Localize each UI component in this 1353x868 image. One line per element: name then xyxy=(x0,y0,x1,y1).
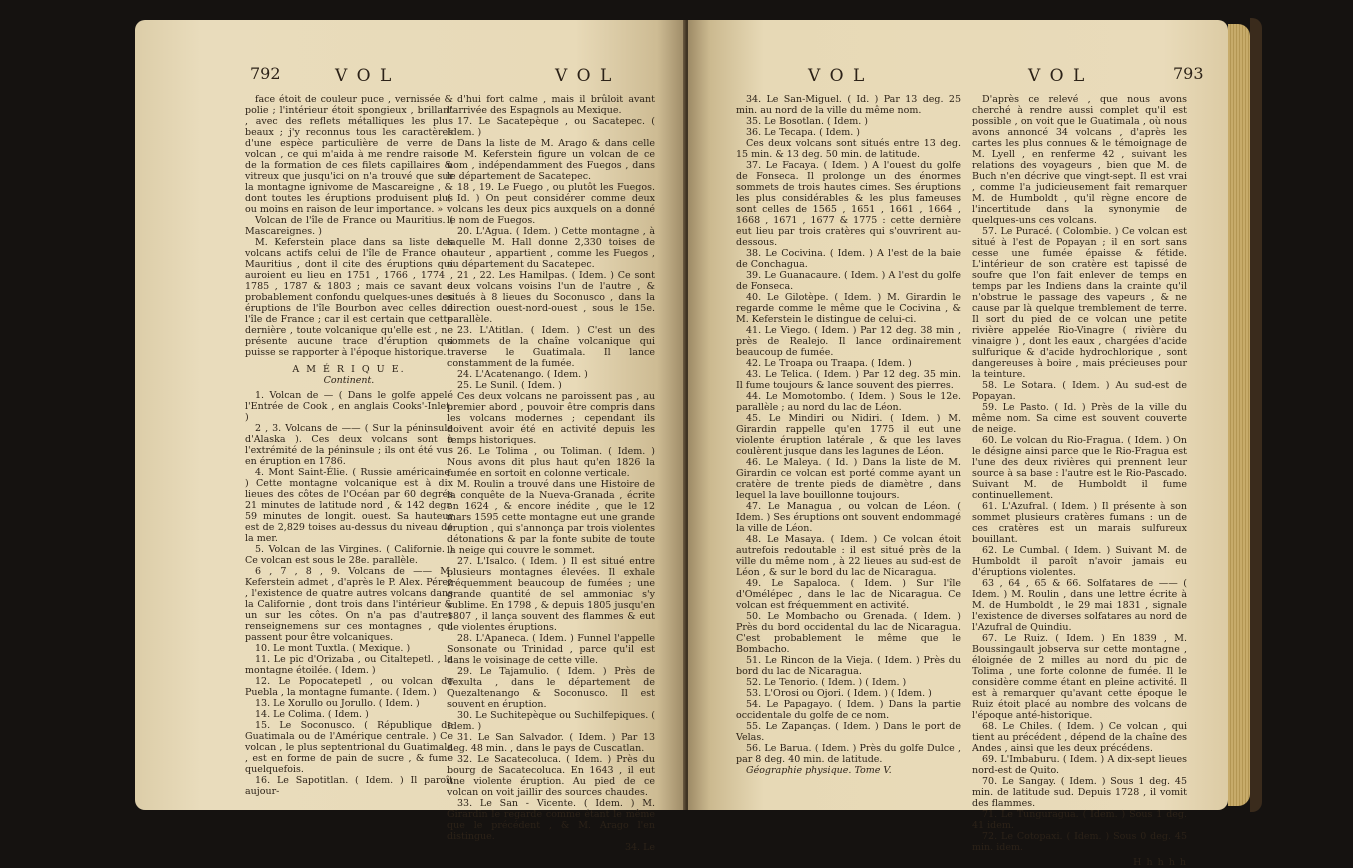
paragraph: 21 , 22. Les Hamilpas. ( Idem. ) Ce sont deux volcans voisins l'un de l'autre , & situés à 8 lieues du Soconusco , dans la direction ouest-nord-ouest , sous le 15e. parallèle. xyxy=(447,270,655,325)
paragraph: 40. Le Gilotèpe. ( Idem. ) M. Girardin le regarde comme le même que le Cocivina , & M. Keferstein le distingue de celui-ci. xyxy=(736,292,961,325)
paragraph: 13. Le Xorullo ou Jorullo. ( Idem. ) xyxy=(255,698,420,709)
paragraph: 14. Le Colima. ( Idem. ) xyxy=(255,709,369,720)
paragraph: 27. L'Isalco. ( Idem. ) Il est situé entre plusieurs montagnes élevées. Il exhale fréquemment beaucoup de fumées ; une grande quantité de sel ammoniac s'y sublime. En 1798 , & depuis 1805 jusqu'en 1807 , il lança souvent des flammes & eut de violentes éruptions. xyxy=(447,556,655,633)
paragraph: 67. Le Ruiz. ( Idem. ) En 1839 , M. Boussingault jobserva sur cette montagne , éloignée de 2 milles au nord du pic de Tolima , une forte colonne de fumée. Il le considère comme étant en pleine activité. Il est à remarquer qu'avant cette époque le Ruiz étoit placé au nombre des volcans de l'époque anté-historique. xyxy=(972,633,1187,721)
paragraph: 42. Le Troapa ou Traapa. ( Idem. ) xyxy=(746,358,912,369)
paragraph: 16. Le Sapotitlan. ( Idem. ) Il paroît aujour- xyxy=(245,775,453,797)
paragraph: D'après ce relevé , que nous avons cherché à rendre aussi complet qu'il est possible , on voit que le Guatimala , où nous avons annoncé 34 volcans , d'après les cartes les plus connues & le témoignage de M. Lyell , en renferme 42 , suivant les relations des voyageurs , bien que M. de Buch n'en décrive que vingt-sept. Il est vrai , comme l'a judicieusement fait remarquer M. de Humboldt , qu'il règne encore de l'incertitude dans la synonymie de quelques-uns ces volcans. xyxy=(972,94,1187,226)
right-page-column-1 xyxy=(736,94,961,776)
running-head-left: V O L xyxy=(335,66,394,86)
paragraph: 50. Le Mombacho ou Grenada. ( Idem. ) Près du bord occidental du lac de Nicaragua. C'est probablement le même que le Bombacho. xyxy=(736,611,961,655)
paragraph: 36. Le Tecapa. ( Idem. ) xyxy=(746,127,861,138)
paragraph: 2 , 3. Volcans de —— ( Sur la péninsule d'Alaska ). Ces deux volcans sont à l'extrémité de la péninsule ; ils ont été vus en éruption en 1786. xyxy=(245,423,453,467)
paragraph: 11. Le pic d'Orizaba , ou Citaltepetl. , la montagne étoilée. ( Idem. ) xyxy=(245,654,453,676)
paragraph: M. Keferstein place dans sa liste des volcans actifs celui de l'île de France ou Mauritius , dont il cite des éruptions qui auroient eu lieu en 1751 , 1766 , 1774 , 1785 , 1787 & 1803 ; mais ce savant a probablement confondu quelques-unes des éruptions de l'île Bourbon avec celles de l'île de France ; car il est certain que cette dernière , toute volcanique qu'elle est , ne présente aucune trace d'éruption qui puisse se rapporter à l'époque historique. xyxy=(245,237,453,358)
paragraph: 4. Mont Saint-Élie. ( Russie américaine. ) Cette montagne volcanique est à dix lieues des côtes de l'Océan par 60 degrés 21 minutes de latitude nord , & 142 degr. 59 minutes de longit. ouest. Sa hauteur est de 2,829 toises au-dessus du niveau de la mer. xyxy=(245,467,453,544)
paragraph: 5. Volcan de las Virgines. ( Californie. ) Ce volcan est sous le 28e. parallèle. xyxy=(245,544,453,566)
paragraph: 58. Le Sotara. ( Idem. ) Au sud-est de Popayan. xyxy=(972,380,1187,402)
paragraph: 56. Le Barua. ( Idem. ) Près du golfe Dulce , par 8 deg. 40 min. de latitude. xyxy=(736,743,961,765)
paragraph: 61. L'Azufral. ( Idem. ) Il présente à son sommet plusieurs cratères fumans : un de ces cratères est un marais sulfureux bouillant. xyxy=(972,501,1187,545)
paragraph: Dans la liste de M. Arago & dans celle de M. Keferstein figure un volcan de ce nom , indépendamment des Fuegos , dans le département de Sacatepec. xyxy=(447,138,655,182)
paragraph: 44. Le Momotombo. ( Idem. ) Sous le 12e. parallèle ; au nord du lac de Léon. xyxy=(736,391,961,413)
paragraph: 10. Le mont Tuxtla. ( Mexique. ) xyxy=(255,643,411,654)
paragraph: 60. Le volcan du Rio-Fragua. ( Idem. ) On le désigne ainsi parce que le Rio-Fragua est l'une des deux rivières qui prennent leur source à sa base : l'autre est le Rio-Pascado. Suivant M. de Humboldt il fume continuellement. xyxy=(972,435,1187,501)
running-head-left: V O L xyxy=(808,66,867,86)
paragraph: Volcan de l'île de France ou Mauritius. ( Mascareignes. ) xyxy=(245,215,453,237)
paragraph: 38. Le Cocivina. ( Idem. ) A l'est de la baie de Conchagua. xyxy=(736,248,961,270)
paragraph: 29. Le Tajamulio. ( Idem. ) Près de Texulta , dans le département de Quezaltenango & Soconusco. Il est souvent en éruption. xyxy=(447,666,655,710)
paragraph: 25. Le Sunil. ( Idem. ) xyxy=(457,380,562,391)
paragraph: 26. Le Tolima , ou Toliman. ( Idem. ) Nous avons dit plus haut qu'en 1826 la fumée en sortoit en colonne verticale. xyxy=(447,446,655,479)
paragraph: 57. Le Puracé. ( Colombie. ) Ce volcan est situé à l'est de Popayan ; il en sort sans cesse une fumée épaisse & fétide. L'intérieur de son cratère est tapissé de soufre que l'on fait enlever de temps en temps par les Indiens dans la crainte qu'il n'obstrue le passage des vapeurs , & ne cause par là quelque tremblement de terre. Il sort du pied de ce volcan une petite rivière appelée Rio-Vinagre ( rivière du vinaigre ) , dont les eaux , chargées d'acide sulfurique & d'acide hydrochlorique , sont dangereuses à boire , mais précieuses pour la teinture. xyxy=(972,226,1187,380)
left-page-column-2 xyxy=(447,94,655,853)
paragraph: 62. Le Cumbal. ( Idem. ) Suivant M. de Humboldt il paroît n'avoir jamais eu d'éruptions violentes. xyxy=(972,545,1187,578)
right-page-column-2 xyxy=(972,94,1187,868)
running-head-right: V O L xyxy=(555,66,614,86)
left-page-column-1 xyxy=(245,94,453,797)
right-page xyxy=(688,20,1228,868)
paragraph: 49. Le Sapaloca. ( Idem. ) Sur l'île d'Omélépec , dans le lac de Nicaragua. Ce volcan est fréquemment en activité. xyxy=(736,578,961,611)
paragraph: 20. L'Agua. ( Idem. ) Cette montagne , à laquelle M. Hall donne 2,330 toises de hauteur , appartient , comme les Fuegos , au département du Sacatepec. xyxy=(447,226,655,270)
paragraph: A M É R I Q U E. xyxy=(292,364,406,375)
page-number: 793 xyxy=(1173,64,1204,83)
paragraph: 43. Le Telica. ( Idem. ) Par 12 deg. 35 min. Il fume toujours & lance souvent des pierres. xyxy=(736,369,961,391)
paragraph: 48. Le Masaya. ( Idem. ) Ce volcan étoit autrefois redoutable : il est situé près de la ville du même nom , à 22 lieues au sud-est de Léon , & sur le bord du lac de Nicaragua. xyxy=(736,534,961,578)
paragraph: 24. L'Acatenango. ( Idem. ) xyxy=(457,369,588,380)
paragraph: 70. Le Sangay. ( Idem. ) Sous 1 deg. 45 min. de latitude sud. Depuis 1728 , il vomit des flammes. xyxy=(972,776,1187,809)
paragraph: 41. Le Viego. ( Idem. ) Par 12 deg. 38 min , près de Realejo. Il lance ordinairement beaucoup de fumée. xyxy=(736,325,961,358)
paragraph: 47. Le Managua , ou volcan de Léon. ( Idem. ) Ses éruptions ont souvent endommagé la ville de Léon. xyxy=(736,501,961,534)
paragraph: 55. Le Zapanças. ( Idem. ) Dans le port de Velas. xyxy=(736,721,961,743)
paragraph: 51. Le Rincon de la Vieja. ( Idem. ) Près du bord du lac de Nicaragua. xyxy=(736,655,961,677)
paragraph: 53. L'Orosi ou Ojori. ( Idem. ) ( Idem. ) xyxy=(746,688,932,699)
page-footer: Géographie physique. Tome V. xyxy=(746,765,892,776)
book-cover-edge xyxy=(1250,18,1262,812)
paragraph: d'hui fort calme , mais il brûloit avant l'arrivée des Espagnols au Mexique. xyxy=(447,94,655,116)
paragraph: M. Roulin a trouvé dans une Histoire de la conquête de la Nueva-Granada , écrite en 1624 , & encore inédite , que le 12 mars 1595 cette montagne eut une grande éruption , qui s'annonça par trois violentes détonations & par la fonte subite de toute la neige qui couvre le sommet. xyxy=(447,479,655,556)
paragraph: 46. Le Maleya. ( Id. ) Dans la liste de M. Girardin ce volcan est porté comme ayant un cratère de trente pieds de diamètre , dans lequel la lave bouillonne toujours. xyxy=(736,457,961,501)
paragraph: 15. Le Soconusco. ( République de Guatimala ou de l'Amérique centrale. ) Ce volcan , le plus septentrional du Guatimala , est en forme de pain de sucre , & fume quelquefois. xyxy=(245,720,453,775)
paragraph: 30. Le Suchitepèque ou Suchilfepiques. ( Idem. ) xyxy=(447,710,655,732)
paragraph: Ces deux volcans ne paroissent pas , au premier abord , pouvoir être compris dans les volcans modernes ; cependant ils doivent avoir été en activité depuis les temps historiques. xyxy=(447,391,655,446)
paragraph: 45. Le Mindiri ou Nidiri. ( Idem. ) M. Girardin rappelle qu'en 1775 il eut une violente éruption latérale , & que les laves coulèrent jusque dans les lagunes de Léon. xyxy=(736,413,961,457)
paragraph: 31. Le San Salvador. ( Idem. ) Par 13 deg. 48 min. , dans le pays de Cuscatlan. xyxy=(447,732,655,754)
paragraph: 52. Le Tenorio. ( Idem. ) ( Idem. ) xyxy=(746,677,907,688)
running-head-right: V O L xyxy=(1028,66,1087,86)
paragraph: 18 , 19. Le Fuego , ou plutôt les Fuegos. ( Id. ) On peut considérer comme deux volcans les deux pics auxquels on a donné le nom de Fuegos. xyxy=(447,182,655,226)
catchword: 34. Le xyxy=(624,842,655,853)
paragraph: 35. Le Bosotlan. ( Idem. ) xyxy=(746,116,868,127)
paragraph: 39. Le Guanacaure. ( Idem. ) A l'est du golfe de Fonseca. xyxy=(736,270,961,292)
page-edges xyxy=(1228,24,1250,806)
paragraph: 28. L'Apaneca. ( Idem. ) Funnel l'appelle Sonsonate ou Trinidad , parce qu'il est dans le voisinage de cette ville. xyxy=(447,633,655,666)
paragraph: 23. L'Atitlan. ( Idem. ) C'est un des sommets de la chaîne volcanique qui traverse le Guatimala. Il lance constamment de la fumée. xyxy=(447,325,655,369)
paragraph: 69. L'Imbaburu. ( Idem. ) A dix-sept lieues nord-est de Quito. xyxy=(972,754,1187,776)
paragraph: 63 , 64 , 65 & 66. Solfatares de —— ( Idem. ) M. Roulin , dans une lettre écrite à M. de Humboldt , le 29 mai 1831 , signale l'existence de diverses solfatares au nord de l'Azufral de Quindiu. xyxy=(972,578,1187,633)
paragraph: 6 , 7 , 8 , 9. Volcans de —— M. Keferstein admet , d'après le P. Alex. Pérez , l'existence de quatre autres volcans dans la Californie , dont trois dans l'intérieur & un sur les côtes. On n'a pas d'autres renseignemens sur ces montagnes , qui passent pour être volcaniques. xyxy=(245,566,453,643)
paragraph: 17. Le Sacatepèque , ou Sacatepec. ( Idem. ) xyxy=(447,116,655,138)
paragraph: 37. Le Facaya. ( Idem. ) A l'ouest du golfe de Fonseca. Il prolonge un des énormes sommets de trois hautes cimes. Ses éruptions les plus considérables & les plus fameuses sont celles de 1565 , 1651 , 1661 , 1664 , 1668 , 1671 , 1677 & 1775 : cette dernière eut lieu par trois cratères qui s'ouvrirent au-dessous. xyxy=(736,160,961,248)
page-number: 792 xyxy=(250,64,281,83)
paragraph: face étoit de couleur puce , vernissée & polie ; l'intérieur étoit spongieux , brillant , avec des reflets métalliques les plus beaux ; j'y reconnus tous les caractères d'une espèce particulière de verre de volcan , ce qui m'aida à me rendre raison de la formation de ces filets capillaires & vitreux que jusqu'ici on n'a trouvé que sur la montagne ignivome de Mascareigne , & dont toutes les éruptions produisent plus ou moins en raison de leur importance. » xyxy=(245,94,453,215)
paragraph: 32. Le Sacatecoluca. ( Idem. ) Près du bourg de Sacatecoluca. En 1643 , il eut une violente éruption. Au pied de ce volcan on voit jaillir des sources chaudes. xyxy=(447,754,655,798)
paragraph: Continent. xyxy=(323,375,375,386)
paragraph: 12. Le Popocatepetl , ou volcan de Puebla , la montagne fumante. ( Idem. ) xyxy=(245,676,453,698)
paragraph: 1. Volcan de — ( Dans le golfe appelé l'Entrée de Cook , en anglais Cooks'-Inlet. ) xyxy=(245,390,453,423)
paragraph: 33. Le San - Vicente. ( Idem. ) M. Girardin le regarde comme étant le même que le précédent , & M. Arago l'en distingue. xyxy=(447,798,655,842)
left-page xyxy=(135,20,685,853)
signature-mark: H h h h h xyxy=(1133,857,1187,868)
paragraph: 72. Le Cotopaxi. ( Idem. ) Sous 0 deg. 45 min. idem. xyxy=(972,831,1187,853)
paragraph: 54. Le Papagayo. ( Idem. ) Dans la partie occidentale du golfe de ce nom. xyxy=(736,699,961,721)
paragraph: 71. Le Tunguragua. ( Idem. ) Sous 1 deg. 41 idem. xyxy=(972,809,1187,831)
paragraph: 59. Le Pasto. ( Id. ) Près de la ville du même nom. Sa cime est souvent couverte de neige. xyxy=(972,402,1187,435)
paragraph: 68. Le Chiles. ( Idem. ) Ce volcan , qui tient au précédent , dépend de la chaîne des Andes , ainsi que les deux précédens. xyxy=(972,721,1187,754)
paragraph: 34. Le San-Miguel. ( Id. ) Par 13 deg. 25 min. au nord de la ville du même nom. xyxy=(736,94,961,116)
paragraph: Ces deux volcans sont situés entre 13 deg. 15 min. & 13 deg. 50 min. de latitude. xyxy=(736,138,961,160)
